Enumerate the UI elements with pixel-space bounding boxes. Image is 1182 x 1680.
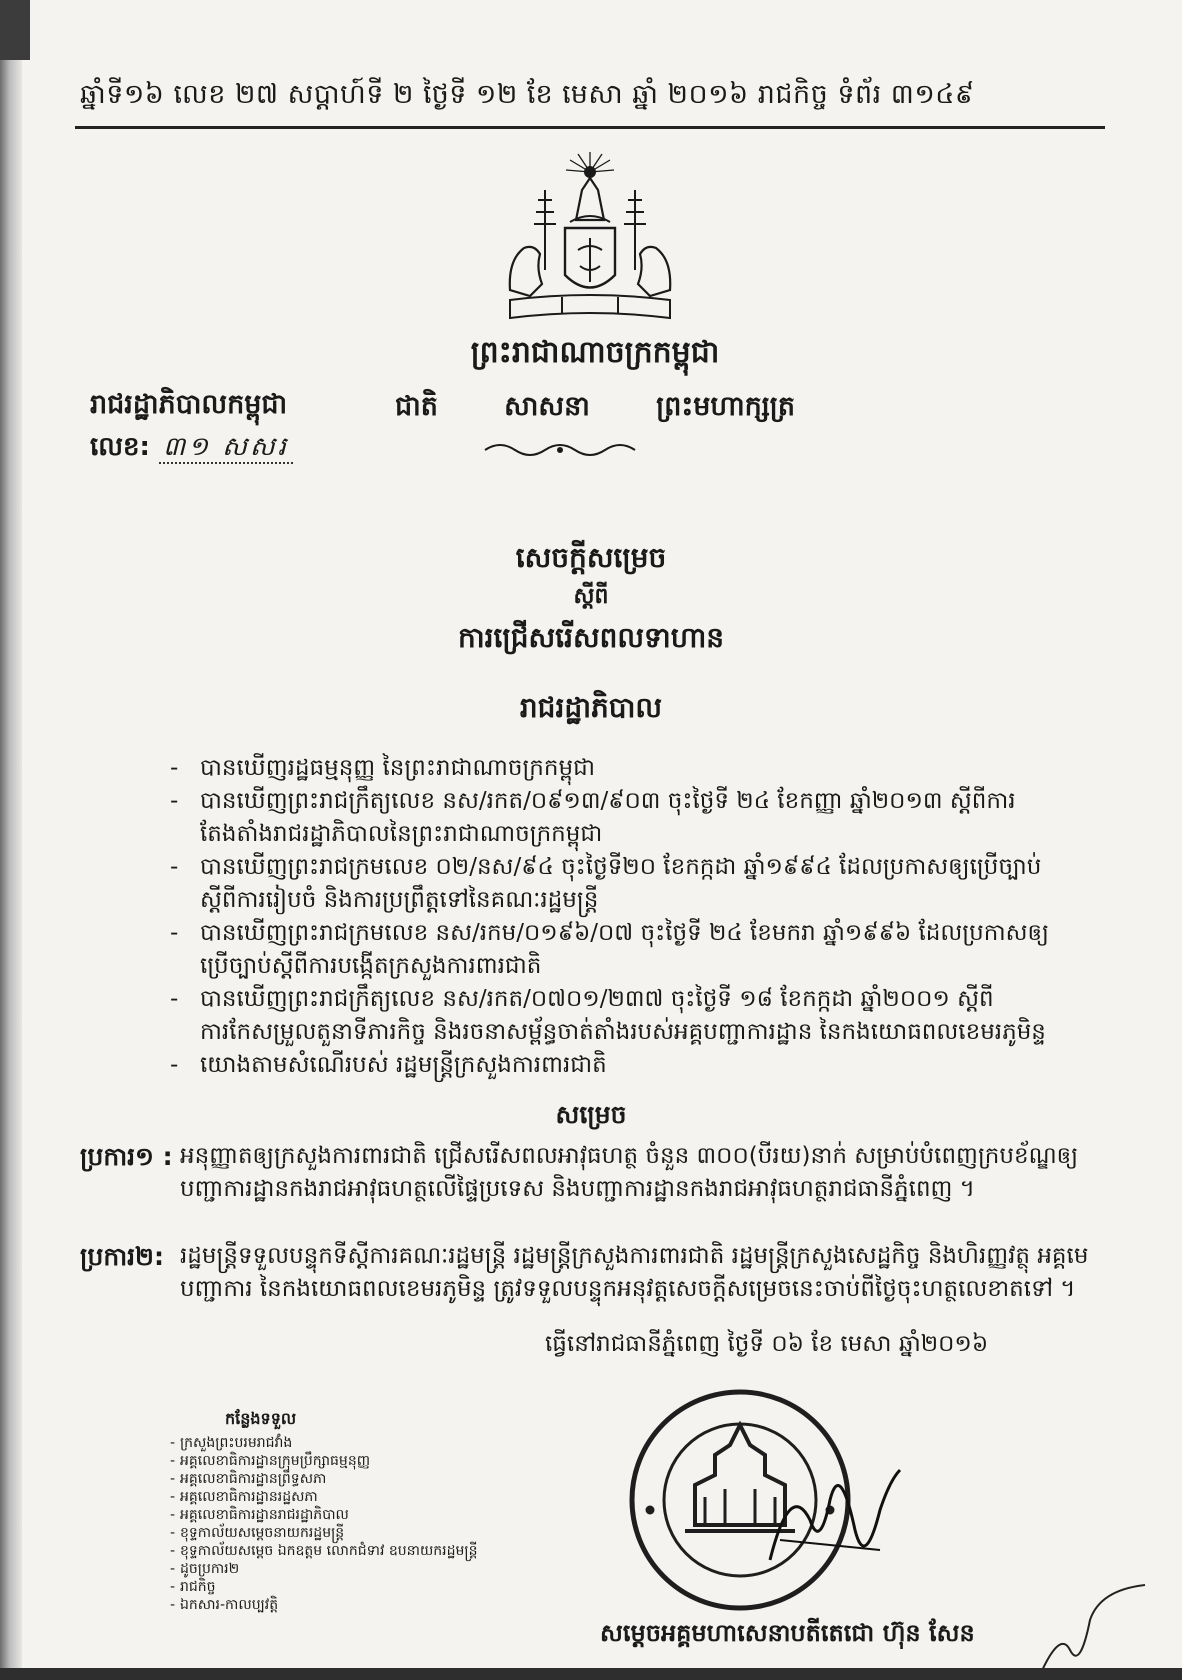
issuing-government: រាជរដ្ឋាភិបាលកម្ពុជា <box>90 389 288 420</box>
scan-edge-shadow <box>0 0 22 1680</box>
recipients-block <box>170 1408 510 1614</box>
recipient-item: - អគ្គលេខាធិការដ្ឋានរដ្ឋសភា <box>170 1488 510 1506</box>
recipients-title: កន្លែងទទួល <box>225 1409 297 1428</box>
signer-name: សម្តេចអគ្គមហាសេនាបតីតេជោ ហ៊ុន សែន <box>600 1619 975 1647</box>
article-text: រដ្ឋមន្ត្រីទទួលបន្ទុកទីស្តីការគណៈរដ្ឋមន្ត្រី រដ្ឋមន្ត្រីក្រសួងការពារជាតិ រដ្ឋមន្ត្រីក្រសួងសេដ្ឋកិច្ច និងហិរញ្ញវត្ថុ អគ្គមេបញ្ជាការ នៃកងយោធពលខេមរភូមិន្ទ ត្រូវទទួលបន្ទុកអនុវត្តសេចក្តីសម្រេចនេះចាប់ពីថ្ងៃចុះហត្ថលេខាតទៅ ។ <box>180 1243 1089 1302</box>
kingdom-title: ព្រះរាជាណាចក្រកម្ពុជា <box>470 335 720 370</box>
motto-nation: ជាតិ <box>395 391 438 422</box>
decides-heading: សម្រេច <box>555 1100 627 1129</box>
consideration-item: - បានឃើញព្រះរាជក្រឹត្យលេខ នស/រកត/០៩១៣/៩០៣ ចុះថ្ងៃទី ២៤ ខែកញ្ញា ឆ្នាំ២០១៣ ស្តីពីការតែងតាំងរាជរដ្ឋាភិបាលនៃព្រះរាជាណាចក្រកម្ពុជា <box>170 785 1070 851</box>
article-text: អនុញ្ញាតឲ្យក្រសួងការពារជាតិ ជ្រើសរើសពលអាវុធហត្ថ ចំនួន ៣០០(បីរយ)នាក់ សម្រាប់បំពេញក្របខ័ណ្ឌឲ្យបញ្ជាការដ្ឋានកងរាជអាវុធហត្ថលើផ្ទៃប្រទេស និងបញ្ជាការដ្ឋានកងរាជអាវុធហត្ថរាជធានីភ្នំពេញ ។ <box>180 1143 1079 1202</box>
scan-edge-corner <box>0 0 30 60</box>
national-motto <box>395 390 795 429</box>
recipient-item: - ឯកសារ-កាលប្បវត្តិ <box>170 1596 510 1614</box>
article-label: ប្រការ២: <box>80 1242 164 1271</box>
document-about: ស្តីពី <box>573 584 609 609</box>
article-1 <box>80 1140 1090 1206</box>
reference-number <box>90 430 293 468</box>
header-rule <box>75 126 1105 129</box>
recipients-list <box>170 1434 510 1614</box>
royal-arms-emblem <box>490 150 690 330</box>
issuing-authority: រាជរដ្ឋាភិបាល <box>519 691 663 724</box>
recipient-item: - ក្រសួងព្រះបរមរាជវាំង <box>170 1434 510 1452</box>
motto-religion: សាសនា <box>504 391 590 422</box>
consideration-item: - យោងតាមសំណើរបស់ រដ្ឋមន្ត្រីក្រសួងការពារជាតិ <box>170 1049 1070 1082</box>
consideration-item: - បានឃើញព្រះរាជក្រមលេខ ០២/នស/៩៤ ចុះថ្ងៃទី២០ ខែកក្កដា ឆ្នាំ១៩៩៤ ដែលប្រកាសឲ្យប្រើច្បាប់ស្តីពីការរៀបចំ និងការប្រព្រឹត្តទៅនៃគណៈរដ្ឋមន្ត្រី <box>170 851 1070 917</box>
document-subject: ការជ្រើសរើសពលទាហាន <box>457 621 725 654</box>
recipient-item: - អគ្គលេខាធិការដ្ឋានរាជរដ្ឋាភិបាល <box>170 1506 510 1524</box>
recipient-item: - អគ្គលេខាធិការដ្ឋានព្រឹទ្ធសភា <box>170 1470 510 1488</box>
considerations-list <box>170 752 1070 1082</box>
initials-mark <box>1030 1580 1150 1680</box>
article-label: ប្រការ១ : <box>80 1142 173 1171</box>
decorative-divider <box>480 440 640 460</box>
consideration-item: - បានឃើញព្រះរាជក្រមលេខ នស/រកម/០១៩៦/០៧ ចុះថ្ងៃទី ២៤ ខែមករា ឆ្នាំ១៩៩៦ ដែលប្រកាសឲ្យប្រើច្បាប់ស្តីពីការបង្កើតក្រសួងការពារជាតិ <box>170 917 1070 983</box>
consideration-item: - បានឃើញរដ្ឋធម្មនុញ្ញ នៃព្រះរាជាណាចក្រកម្ពុជា <box>170 752 1070 785</box>
recipient-item: - អគ្គលេខាធិការដ្ឋានក្រុមប្រឹក្សាធម្មនុញ្ញ <box>170 1452 510 1470</box>
reference-label: លេខ: <box>90 432 150 462</box>
document-type: សេចក្តីសម្រេច <box>515 541 667 574</box>
recipient-item: - ខុទ្ទកាល័យសម្តេច ឯកឧត្តម លោកជំទាវ ឧបនាយករដ្ឋមន្ត្រី <box>170 1542 510 1560</box>
signing-place-date: ធ្វើនៅរាជធានីភ្នំពេញ ថ្ងៃទី ០៦ ខែ មេសា ឆ្នាំ២០១៦ <box>545 1331 989 1357</box>
gazette-header: ឆ្នាំទី១៦ លេខ ២៧ សប្តាហ៍ទី ២ ថ្ងៃទី ១២ ខែ មេសា ឆ្នាំ ២០១៦ រាជកិច្ច ទំព័រ ៣១៤៩ <box>80 79 975 110</box>
recipient-item: - ខុទ្ទកាល័យសម្តេចនាយករដ្ឋមន្ត្រី <box>170 1524 510 1542</box>
scan-bottom-edge <box>0 1668 1182 1680</box>
reference-value: ៣១ សសរ <box>159 432 293 464</box>
recipient-item: - រាជកិច្ច <box>170 1578 510 1596</box>
article-2 <box>80 1240 1090 1306</box>
motto-king: ព្រះមហាក្សត្រ <box>656 391 795 422</box>
consideration-item: - បានឃើញព្រះរាជក្រឹត្យលេខ នស/រកត/០៧០១/២៣៧ ចុះថ្ងៃទី ១៨ ខែកក្កដា ឆ្នាំ២០០១ ស្តីពីការកែសម្រួលតួនាទីភារកិច្ច និងរចនាសម្ព័ន្ធចាត់តាំងរបស់អគ្គបញ្ជាការដ្ឋាន នៃកងយោធពលខេមរភូមិន្ទ <box>170 983 1070 1049</box>
handwritten-signature <box>760 1440 910 1580</box>
recipient-item: - ដូចប្រការ២ <box>170 1560 510 1578</box>
